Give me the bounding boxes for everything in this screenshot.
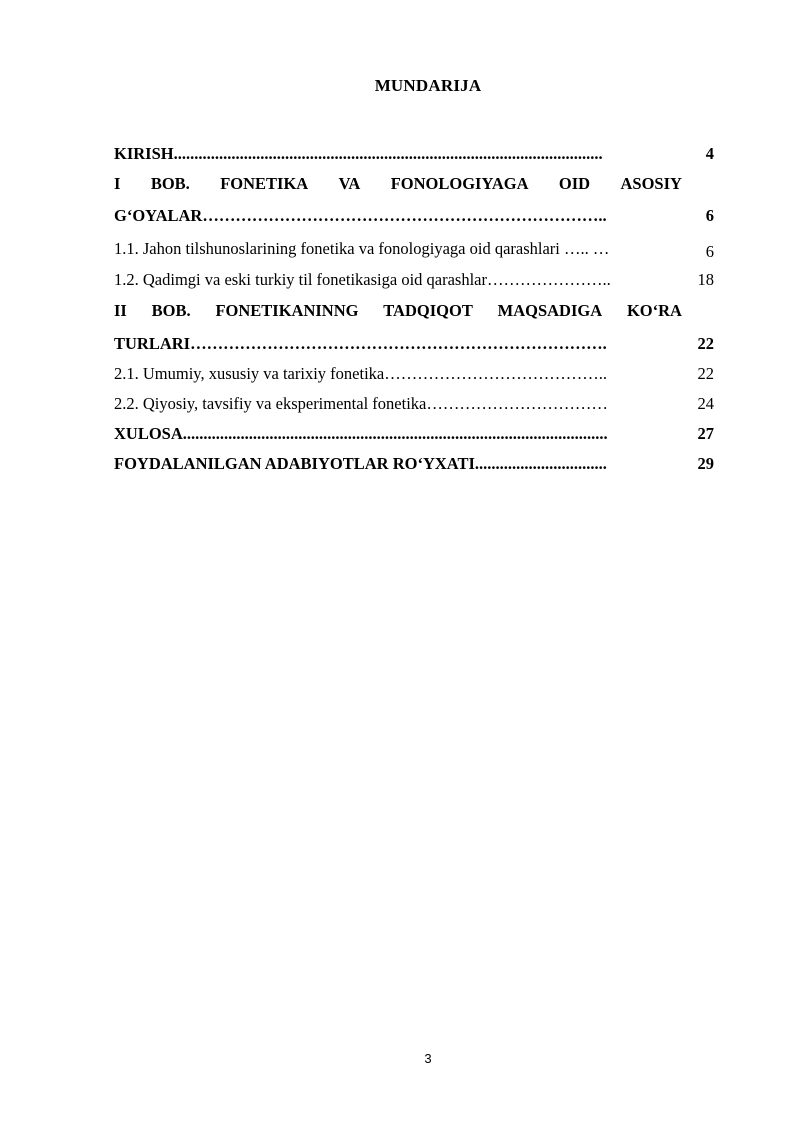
toc-entry-page: 6: [705, 242, 714, 261]
toc-heading-word: FONETIKANINNG: [215, 301, 359, 320]
toc-entry-text: 2.2. Qiyosiy, tavsifiy va eksperimental fonetika……………………………: [114, 394, 608, 413]
toc-entry-text: KIRISH........................................................................................................: [114, 144, 603, 163]
toc-heading-word: OID: [558, 174, 591, 193]
toc-entry-text: TURLARI………………………………………………………………….: [114, 334, 607, 353]
toc-heading-word: FONETIKA: [220, 174, 309, 193]
toc-entry-page: 22: [697, 364, 714, 383]
toc-heading-word: ASOSIY: [620, 174, 682, 193]
toc-entry-text: 2.1. Umumiy, xususiy va tarixiy fonetika…………………………………..: [114, 364, 607, 383]
toc-entry-section-1-2[interactable]: [114, 268, 718, 292]
toc-heading-word: FONOLOGIYAGA: [390, 174, 529, 193]
toc-heading-word: TADQIQOT: [383, 301, 473, 320]
toc-entry-section-1-1[interactable]: [114, 237, 718, 261]
toc-heading-word: KO‘RA: [626, 301, 682, 320]
toc-entry-page: 27: [697, 424, 714, 443]
toc-entry-text: FOYDALANILGAN ADABIYOTLAR RO‘YXATI................................: [114, 454, 607, 473]
page-title: MUNDARIJA: [374, 76, 482, 95]
toc-entry-chapter-2-line-1[interactable]: [114, 299, 718, 323]
toc-entry-section-2-1[interactable]: [114, 362, 718, 386]
toc-heading-word: BOB.: [150, 174, 190, 193]
toc-entry-text: 1.1. Jahon tilshunoslarining fonetika va fonologiyaga oid qarashlari ….. …: [114, 239, 610, 258]
toc-heading-word: BOB.: [151, 301, 191, 320]
toc-heading-word: II: [114, 301, 127, 320]
toc-entry-chapter-2-line-2[interactable]: [114, 332, 718, 356]
toc-entry-text: XULOSA.......................................................................................................: [114, 424, 608, 443]
toc-heading-word: VA: [338, 174, 361, 193]
toc-entry-page: 4: [705, 144, 714, 163]
toc-heading-word: MAQSADIGA: [497, 301, 603, 320]
toc-entry-chapter-1-line-1[interactable]: [114, 172, 718, 196]
toc-entry-kirish[interactable]: [114, 142, 718, 166]
toc-entry-chapter-1-line-2[interactable]: [114, 204, 718, 228]
toc-entry-text: [114, 172, 682, 196]
toc-entry-page: 22: [697, 334, 714, 353]
toc-entry-page: 29: [697, 454, 714, 473]
toc-entry-references[interactable]: [114, 452, 718, 476]
toc-entry-page: 18: [697, 270, 714, 289]
toc-heading-word: I: [114, 174, 121, 193]
toc-entry-page: 24: [697, 394, 714, 413]
toc-entry-xulosa[interactable]: [114, 422, 718, 446]
toc-entry-section-2-2[interactable]: [114, 392, 718, 416]
toc-entry-page: 6: [705, 206, 714, 225]
toc-entry-text: [114, 299, 682, 323]
page-number: 3: [424, 1051, 432, 1066]
toc-entry-text: 1.2. Qadimgi va eski turkiy til fonetikasiga oid qarashlar…………………..: [114, 270, 611, 289]
toc-entry-text: G‘OYALAR………………………………………………………………..: [114, 206, 607, 225]
